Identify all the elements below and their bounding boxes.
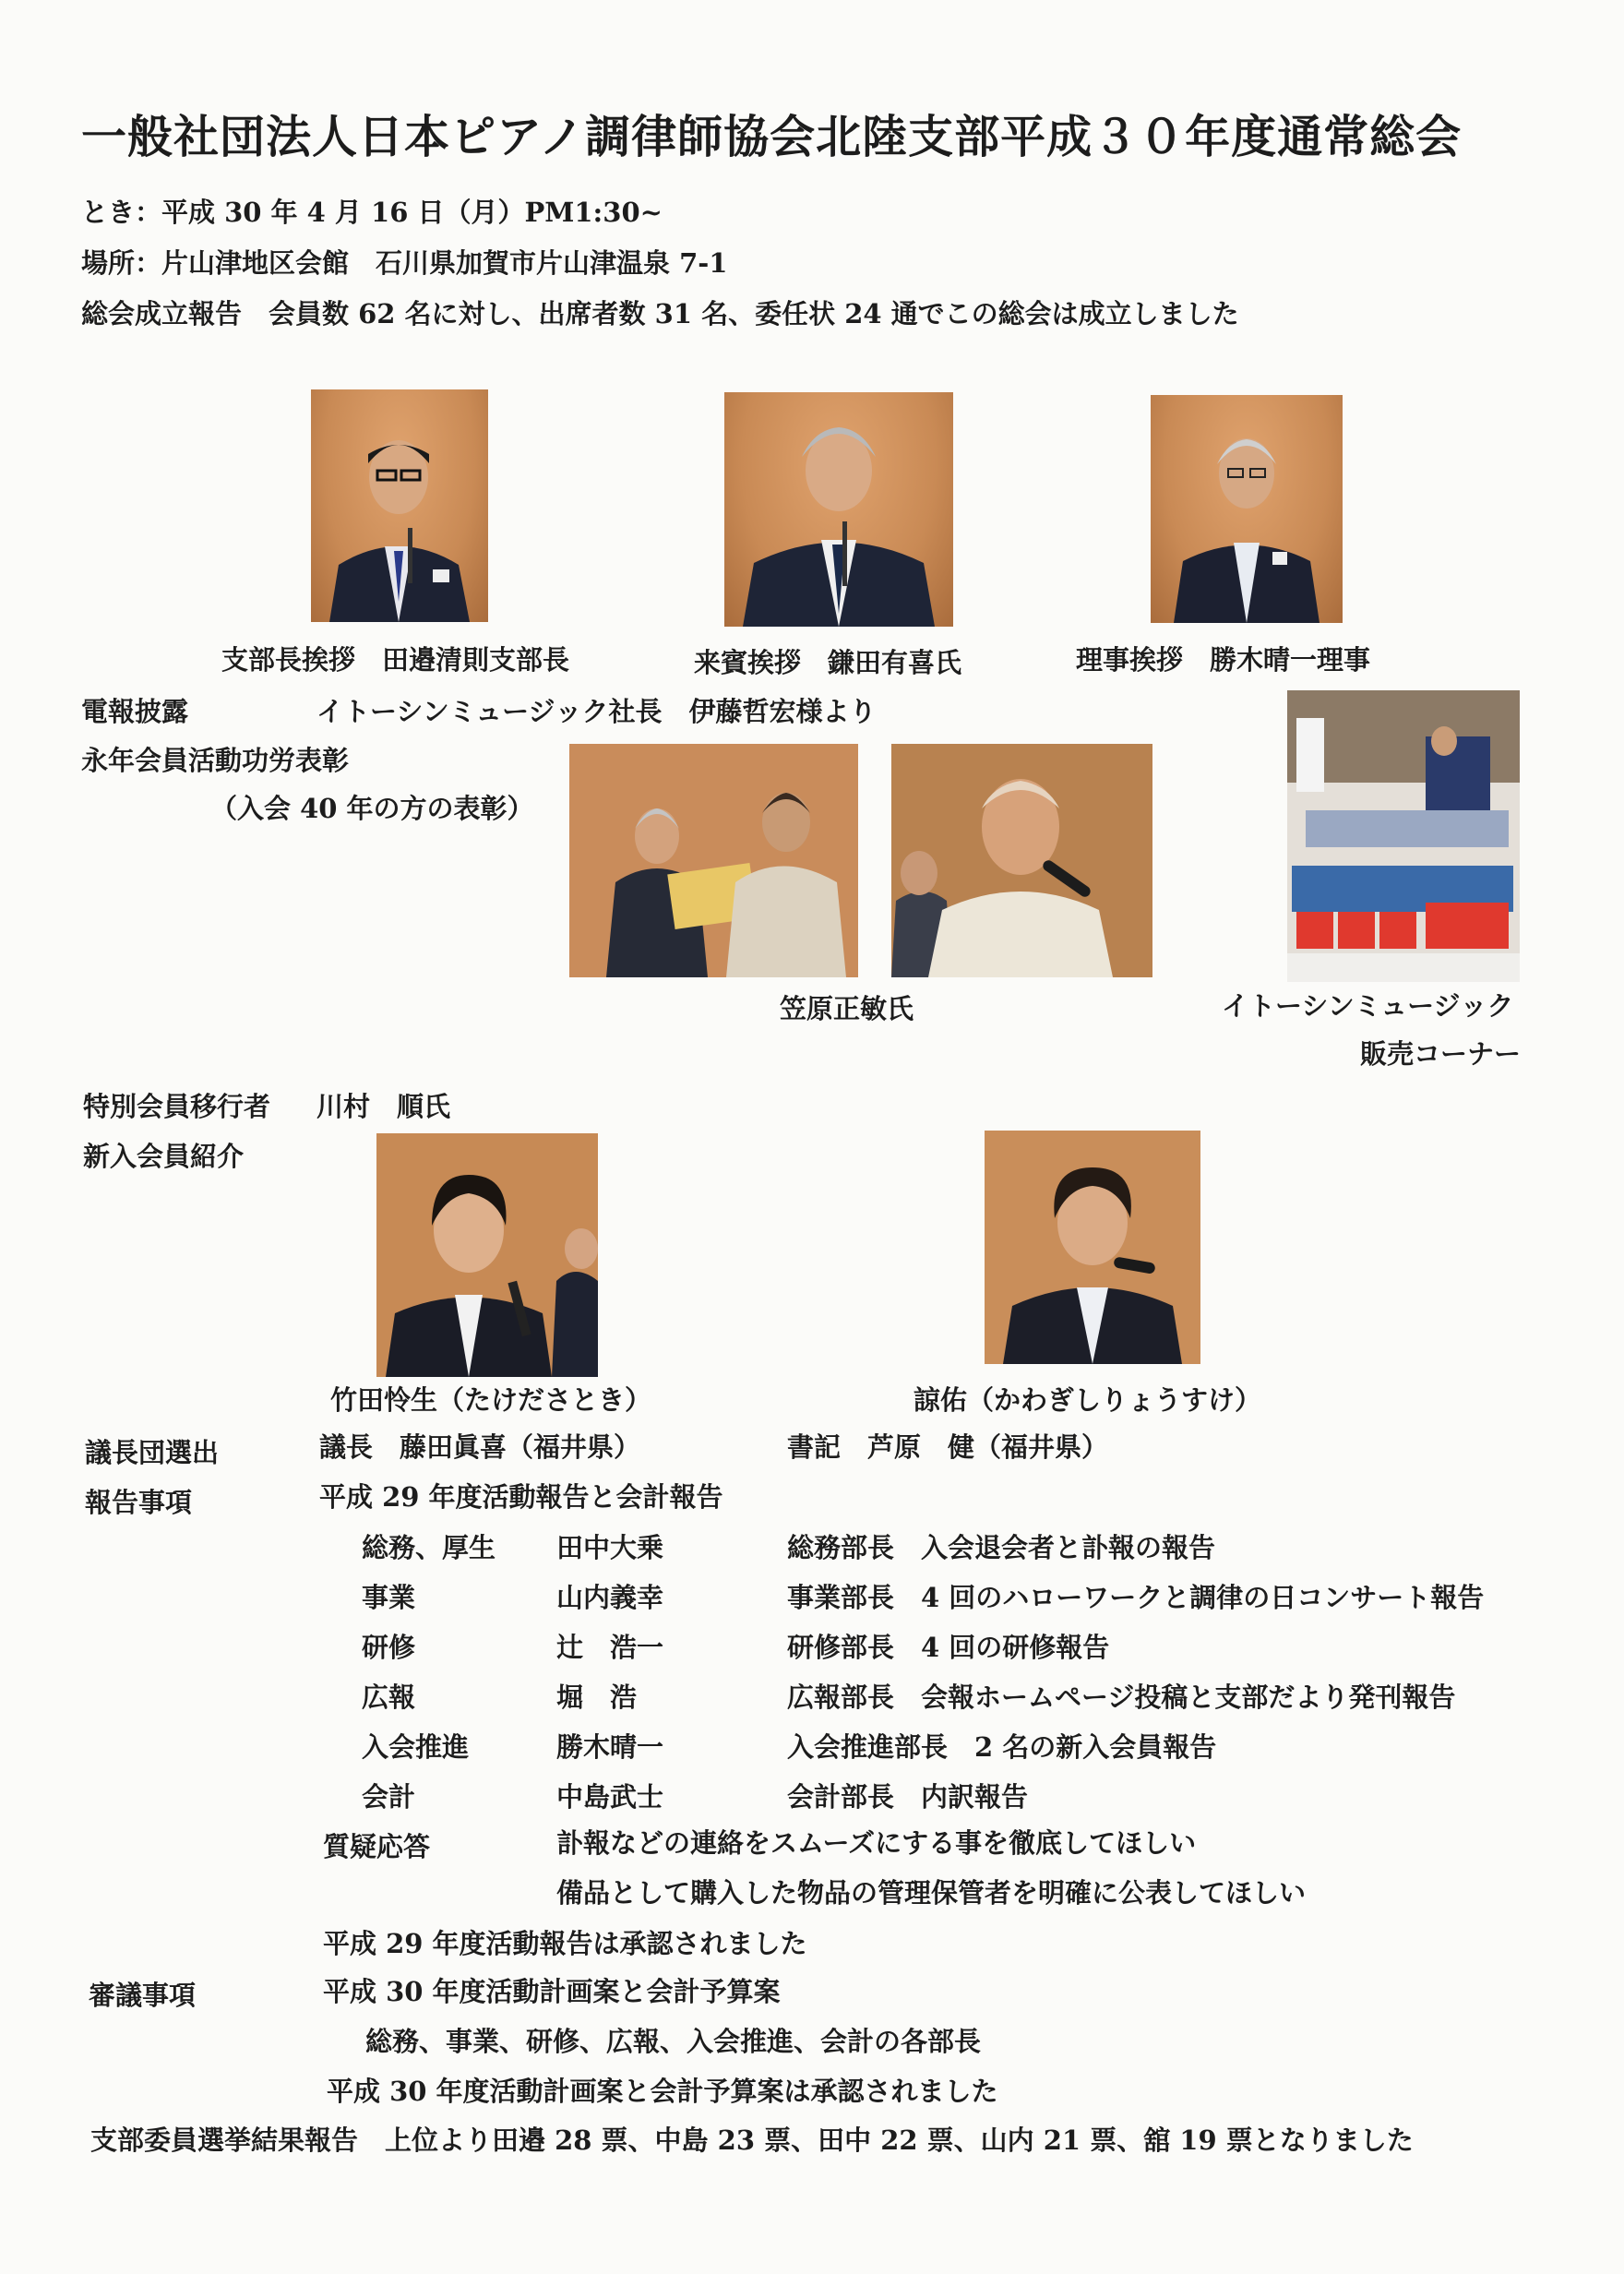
- award-label: 永年会員活動功労表彰: [81, 745, 350, 776]
- qa-item: 備品として購入した物品の管理保管者を明確に公表してほしい: [556, 1877, 1307, 1909]
- qa-label: 質疑応答: [323, 1831, 431, 1862]
- telegram-label: 電報披露: [81, 696, 189, 727]
- photo-guest: [724, 392, 953, 627]
- report-detail: 事業部長 4 回のハローワークと調律の日コンサート報告: [787, 1582, 1485, 1613]
- meeting-date: とき：平成 30 年 4 月 16 日（月）PM1:30~: [81, 197, 663, 228]
- report-dept: 会計: [362, 1781, 416, 1813]
- caption-branch-greeting: 支部長挨拶 田邉清則支部長: [221, 644, 570, 676]
- report-detail: 総務部長 入会退会者と訃報の報告: [787, 1532, 1216, 1563]
- qa-item: 訃報などの連絡をスムーズにする事を徹底してほしい: [556, 1827, 1197, 1859]
- caption-sales-line1: イトーシンミュージック: [1222, 990, 1514, 1022]
- photo-branch-chief: [311, 389, 488, 622]
- report-detail: 広報部長 会報ホームページ投稿と支部だより発刊報告: [787, 1682, 1456, 1713]
- report-dept: 事業: [362, 1582, 416, 1613]
- photo-award-ceremony: [569, 744, 858, 977]
- report-person: 田中大乗: [556, 1532, 664, 1563]
- report-person: 辻 浩一: [556, 1632, 664, 1663]
- photo-director: [1151, 395, 1343, 623]
- report-dept: 総務、厚生: [362, 1532, 496, 1563]
- award-sub: （入会 40 年の方の表彰）: [210, 793, 534, 824]
- report-dept: 研修: [362, 1632, 416, 1663]
- special-member-name: 川村 順氏: [316, 1091, 451, 1122]
- telegram-text: イトーシンミュージック社長 伊藤哲宏様より: [316, 696, 877, 727]
- caption-kasahara: 笠原正敏氏: [780, 993, 914, 1024]
- report-person: 山内義幸: [556, 1582, 664, 1613]
- photo-sales-corner: [1287, 690, 1520, 982]
- caption-guest-greeting: 来賓挨拶 鎌田有喜氏: [694, 647, 962, 678]
- new-members-label: 新入会員紹介: [83, 1141, 245, 1172]
- report-detail: 研修部長 4 回の研修報告: [787, 1632, 1110, 1663]
- caption-director-greeting: 理事挨拶 勝木晴一理事: [1076, 644, 1371, 676]
- caption-kawagishi: 諒佑（かわぎしりょうすけ）: [914, 1384, 1262, 1416]
- report-title: 平成 29 年度活動報告と会計報告: [319, 1481, 723, 1513]
- page-title: 一般社団法人日本ピアノ調律師協会北陸支部平成３０年度通常総会: [81, 110, 1463, 163]
- report-person: 勝木晴一: [556, 1731, 664, 1763]
- chair-label: 議長団選出: [85, 1437, 220, 1468]
- deliberation-depts: 総務、事業、研修、広報、入会推進、会計の各部長: [365, 2026, 982, 2057]
- chairman: 議長 藤田眞喜（福井県）: [319, 1431, 641, 1463]
- report-dept: 入会推進: [362, 1731, 470, 1763]
- report-detail: 会計部長 内訳報告: [787, 1781, 1029, 1813]
- report-label: 報告事項: [85, 1487, 193, 1518]
- special-member-label: 特別会員移行者: [83, 1091, 271, 1122]
- photo-kasahara: [891, 744, 1152, 977]
- report-detail: 入会推進部長 2 名の新入会員報告: [787, 1731, 1217, 1763]
- report-approved: 平成 29 年度活動報告は承認されました: [323, 1928, 807, 1959]
- deliberation-approved: 平成 30 年度活動計画案と会計予算案は承認されました: [327, 2076, 998, 2107]
- meeting-place: 場所：片山津地区会館 石川県加賀市片山津温泉 7-1: [81, 247, 728, 279]
- quorum-report: 総会成立報告 会員数 62 名に対し、出席者数 31 名、委任状 24 通でこの総会は成立しました: [81, 298, 1239, 329]
- photo-new-member-kawagishi: [985, 1131, 1200, 1364]
- report-person: 堀 浩: [556, 1682, 638, 1713]
- deliberation-title: 平成 30 年度活動計画案と会計予算案: [323, 1976, 781, 2007]
- caption-sales-line2: 販売コーナー: [1360, 1038, 1522, 1070]
- secretary: 書記 芦原 健（福井県）: [787, 1431, 1109, 1463]
- photo-new-member-takeda: [376, 1133, 598, 1377]
- report-dept: 広報: [362, 1682, 416, 1713]
- caption-takeda: 竹田怜生（たけださとき）: [330, 1384, 652, 1416]
- deliberation-label: 審議事項: [89, 1980, 197, 2011]
- report-person: 中島武士: [556, 1781, 664, 1813]
- election-result: 支部委員選挙結果報告 上位より田邉 28 票、中島 23 票、田中 22 票、山内 21 票、舘 19 票となりました: [90, 2124, 1414, 2156]
